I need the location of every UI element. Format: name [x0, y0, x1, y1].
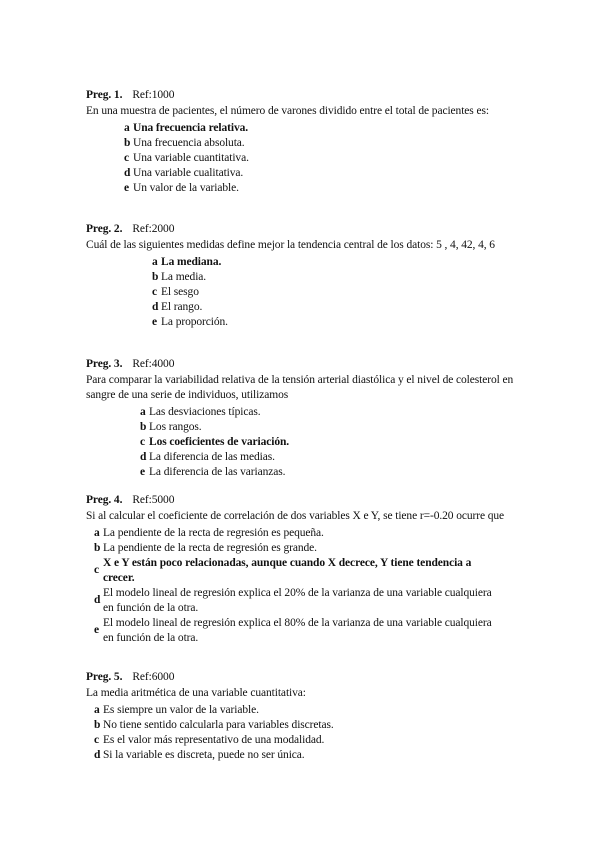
option-letter: e [152, 316, 158, 328]
options-list [94, 703, 526, 763]
option-b [152, 270, 526, 285]
question-number: Preg. 4. [86, 494, 123, 506]
option-b [124, 136, 526, 151]
option-text: Los coeficientes de variación. [149, 436, 290, 448]
option-letter: c [124, 152, 130, 164]
option-letter: a [94, 704, 100, 716]
option-text: Una variable cuantitativa. [133, 152, 249, 164]
option-letter: c [94, 564, 100, 576]
option-c [94, 733, 526, 748]
option-d [124, 166, 526, 181]
option-b [140, 420, 526, 435]
option-d [94, 586, 504, 616]
option-text: La pendiente de la recta de regresión es pequeña. [103, 527, 324, 539]
question-ref: Ref:5000 [132, 494, 175, 506]
option-e [124, 181, 526, 196]
question-stem: La media aritmética de una variable cuantitativa: [86, 687, 306, 699]
option-text: Las desviaciones típicas. [149, 406, 261, 418]
option-text: El modelo lineal de regresión explica el 80% de la varianza de una variable cualquiera en función de la otra. [103, 617, 492, 644]
option-text: La diferencia de las varianzas. [149, 466, 286, 478]
option-text: X e Y están poco relacionadas, aunque cuando X decrece, Y tiene tendencia a crecer. [103, 557, 472, 584]
question-stem: En una muestra de pacientes, el número de varones dividido entre el total de pacientes es: [86, 105, 489, 117]
question-4 [86, 493, 526, 646]
option-a [94, 703, 526, 718]
options-list [152, 255, 526, 330]
option-text: La mediana. [161, 256, 222, 268]
question-stem: Para comparar la variabilidad relativa de la tensión arterial diastólica y el nivel de colesterol en sangre de una serie de individuos, utilizamos [86, 374, 514, 401]
option-text: No tiene sentido calcularla para variables discretas. [103, 719, 334, 731]
option-letter: e [124, 182, 130, 194]
option-text: La media. [161, 271, 207, 283]
option-e [152, 315, 526, 330]
option-letter: d [124, 167, 131, 179]
question-stem: Si al calcular el coeficiente de correlación de dos variables X e Y, se tiene r=-0.20 ocurre que [86, 510, 505, 522]
option-letter: d [140, 451, 147, 463]
question-number: Preg. 5. [86, 671, 123, 683]
option-letter: b [152, 271, 159, 283]
question-header [86, 88, 526, 103]
question-5 [86, 670, 526, 763]
option-letter: c [94, 734, 100, 746]
option-d [152, 300, 526, 315]
question-header [86, 670, 526, 685]
option-text: Los rangos. [149, 421, 202, 433]
option-b [94, 718, 526, 733]
question-ref: Ref:2000 [132, 223, 175, 235]
question-number: Preg. 3. [86, 358, 123, 370]
option-text: La diferencia de las medias. [149, 451, 275, 463]
option-letter: c [152, 286, 158, 298]
option-text: El modelo lineal de regresión explica el 20% de la varianza de una variable cualquiera en función de la otra. [103, 587, 492, 614]
option-letter: b [94, 719, 101, 731]
option-text: El sesgo [161, 286, 199, 298]
option-letter: e [94, 624, 100, 636]
question-ref: Ref:4000 [132, 358, 175, 370]
option-letter: a [94, 527, 100, 539]
options-list [124, 121, 526, 196]
option-b [94, 541, 504, 556]
option-c [94, 556, 504, 586]
option-a [140, 405, 526, 420]
option-text: La pendiente de la recta de regresión es grande. [103, 542, 317, 554]
option-text: Es el valor más representativo de una modalidad. [103, 734, 325, 746]
option-a [124, 121, 526, 136]
option-text: Es siempre un valor de la variable. [103, 704, 259, 716]
option-letter: a [124, 122, 130, 134]
option-letter: b [124, 137, 131, 149]
option-text: El rango. [161, 301, 203, 313]
option-letter: d [94, 594, 101, 606]
option-text: Si la variable es discreta, puede no ser única. [103, 749, 305, 761]
option-letter: a [140, 406, 146, 418]
options-list [94, 526, 504, 646]
option-letter: b [140, 421, 147, 433]
question-3 [86, 357, 526, 480]
option-text: Una frecuencia relativa. [133, 122, 249, 134]
question-number: Preg. 1. [86, 89, 123, 101]
option-letter: e [140, 466, 146, 478]
option-a [152, 255, 526, 270]
option-text: La proporción. [161, 316, 228, 328]
option-letter: d [94, 749, 101, 761]
option-c [152, 285, 526, 300]
question-stem: Cuál de las siguientes medidas define mejor la tendencia central de los datos: 5 , 4, 42, 4, 6 [86, 239, 495, 251]
option-d [140, 450, 526, 465]
question-ref: Ref:1000 [132, 89, 175, 101]
option-text: Una variable cualitativa. [133, 167, 244, 179]
option-text: Una frecuencia absoluta. [133, 137, 245, 149]
question-header [86, 357, 526, 372]
question-header [86, 493, 526, 508]
question-1 [86, 88, 526, 196]
options-list [140, 405, 526, 480]
option-text: Un valor de la variable. [133, 182, 239, 194]
option-letter: b [94, 542, 101, 554]
question-2 [86, 222, 526, 330]
question-number: Preg. 2. [86, 223, 123, 235]
option-e [140, 465, 526, 480]
option-letter: d [152, 301, 159, 313]
option-c [124, 151, 526, 166]
question-ref: Ref:6000 [132, 671, 175, 683]
option-e [94, 616, 504, 646]
option-c [140, 435, 526, 450]
option-d [94, 748, 526, 763]
question-header [86, 222, 526, 237]
option-letter: a [152, 256, 158, 268]
option-a [94, 526, 504, 541]
option-letter: c [140, 436, 146, 448]
